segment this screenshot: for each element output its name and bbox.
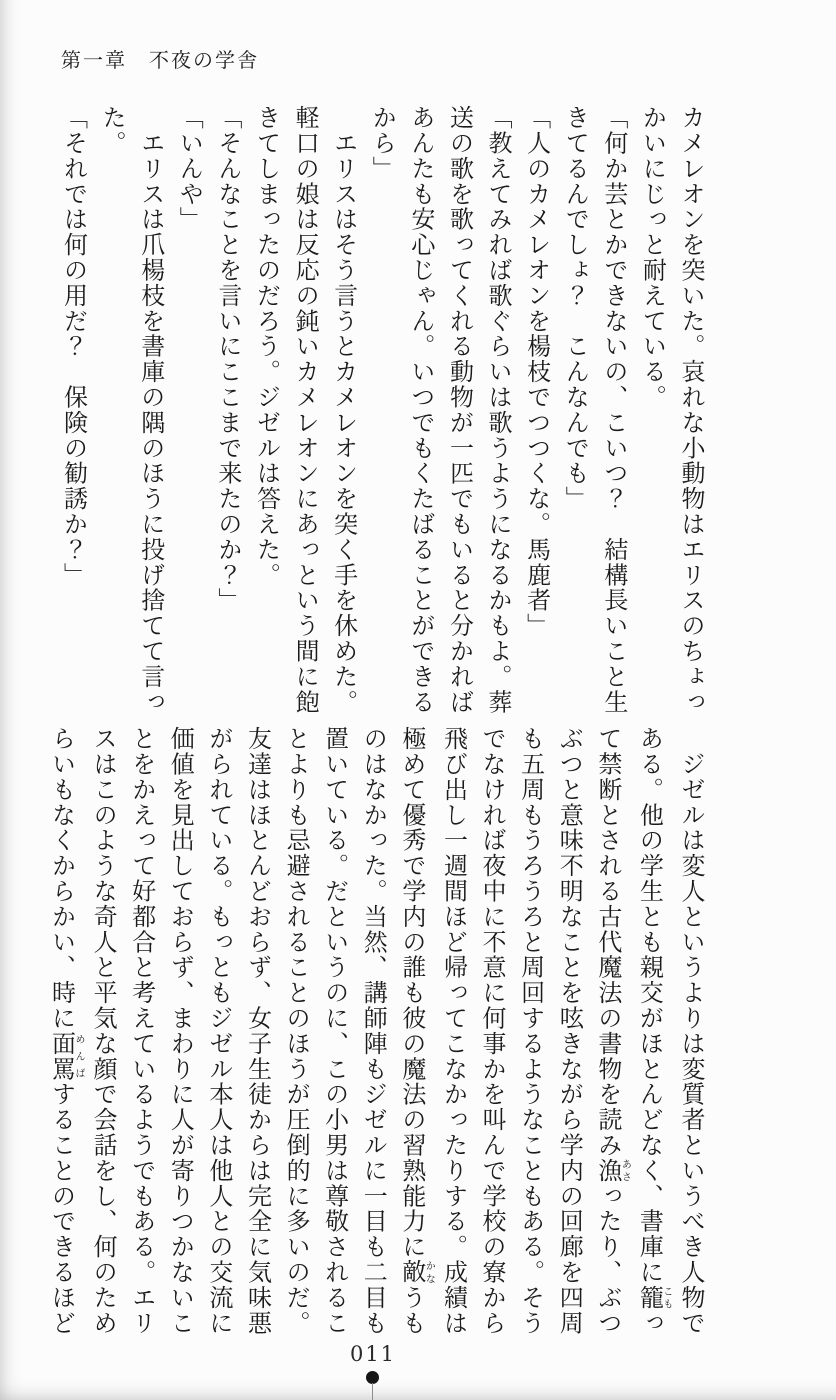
text-column: ジゼルは変人というよりは変質者というべき人物で (677, 726, 705, 1336)
text-column: 「何か芸とかできないの、こいつ？ 結構長いこと生 (599, 105, 628, 715)
text-column: カメレオンを突いた。哀れな小動物はエリスのちょっ (677, 105, 705, 715)
text-column: 置いている。だというのに、この小男は尊敬されるこ (320, 726, 349, 1336)
text-column: 「それでは何の用だ？ 保険の勧誘か？」 (59, 105, 88, 588)
page-number: 011 (349, 1342, 397, 1366)
text-column: から」 (368, 105, 397, 182)
text-column: とよりも忌避されることのほうが圧倒的に多いのだ。 (282, 726, 311, 1336)
text-column: 「人のカメレオンを楊枝でつつくな。馬鹿者」 (522, 105, 551, 639)
text-band-top (52, 105, 710, 729)
text-column: 「いんや」 (175, 105, 204, 232)
furigana-ruby: 籠こも (635, 1284, 672, 1311)
text-column: 送の歌を歌ってくれる動物が一匹でもいると分かれば (445, 105, 474, 715)
text-column: スはこのような奇人と平気な顔で会話をし、何のため (89, 726, 118, 1336)
text-column: きてしまったのだろう。ジゼルは答えた。 (252, 105, 281, 588)
text-column: て禁断とされる古代魔法の書物を読み漁あさったり、ぶつ (593, 726, 631, 1336)
text-column: きてるんでしょ？ こんなんでも」 (561, 105, 590, 512)
furigana-ruby: 面罵めんば (47, 1030, 84, 1082)
text-band-bottom (47, 726, 710, 1350)
furigana-ruby: 敵かな (397, 1259, 435, 1285)
text-column: た。 (98, 105, 127, 156)
text-column: 軽口の娘は反応の鈍いカメレオンにあっという間に飽 (291, 105, 320, 715)
text-column: とをかえって好都合と考えているようでもある。エリ (127, 726, 156, 1336)
text-column: らいもなくからかい、時に面罵めんばすることのできるほど (47, 726, 84, 1336)
text-column: あんたも安心じゃん。いつでもくたばることができる (406, 105, 435, 715)
text-column: ある。他の学生とも親交がほとんどなく、書庫に籠こもっ (635, 726, 672, 1336)
text-column: も五周もうろうろと周回するようなこともある。そう (516, 726, 545, 1336)
text-column: 極めて優秀で学内の誰も彼の魔法の習熟能力に敵かなうも (397, 726, 435, 1336)
text-column: ぶつと意味不明なことを呟きながら学内の回廊を四周 (555, 726, 584, 1336)
text-column: エリスはそう言うとカメレオンを突く手を休めた。 (329, 105, 358, 715)
furigana-ruby: 漁あさ (593, 1157, 631, 1184)
binding-line (372, 1383, 373, 1400)
chapter-heading: 第一章 不夜の学舎 (61, 48, 259, 72)
text-column: 「教えてみれば歌ぐらいは歌うようになるかもよ。葬 (484, 105, 513, 715)
text-column: 友達はほとんどおらず、女子生徒からは完全に気味悪 (243, 726, 272, 1336)
text-column: 価値を見出しておらず、まわりに人が寄りつかないこ (166, 726, 195, 1336)
text-column: のはなかった。当然、講師陣もジゼルに一目も二目も (359, 726, 388, 1336)
text-column: かいにじっと耐えている。 (638, 105, 667, 410)
text-column: エリスは爪楊枝を書庫の隅のほうに投げ捨てて言っ (136, 105, 165, 715)
text-column: 「そんなことを言いにここまで来たのか？」 (213, 105, 242, 613)
text-column: 飛び出し一週間ほど帰ってこなかったりする。成績は (439, 726, 468, 1336)
text-column: がられている。もっともジゼル本人は他人との交流に (204, 726, 233, 1336)
text-column: でなければ夜中に不意に何事かを叫んで学校の寮から (478, 726, 507, 1336)
